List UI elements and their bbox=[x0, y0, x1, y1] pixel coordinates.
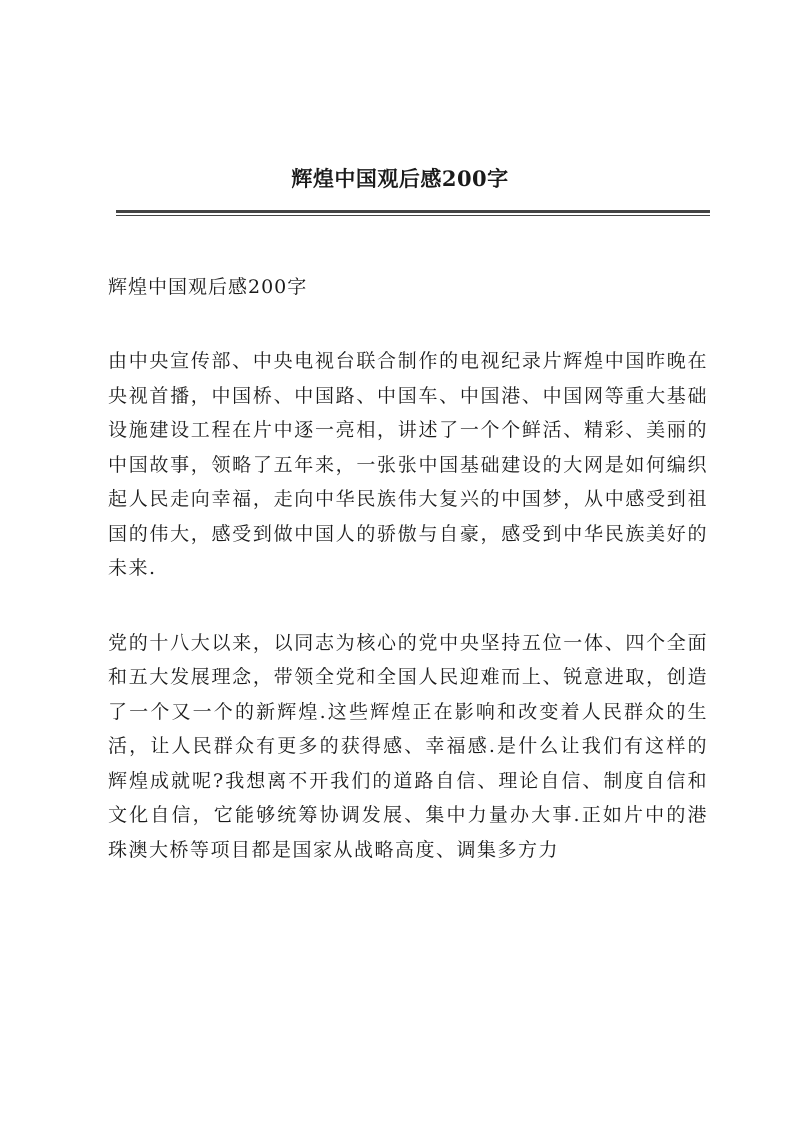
title-rule-thin bbox=[116, 215, 710, 216]
title-rule-thick bbox=[116, 210, 710, 213]
document-body bbox=[108, 272, 708, 907]
paragraph-1: 由中央宣传部、中央电视台联合制作的电视纪录片辉煌中国昨晚在央视首播，中国桥、中国路、中国车、中国港、中国网等重大基础设施建设工程在片中逐一亮相，讲述了一个个鲜活、精彩、美丽的中国故事，领略了五年来，一张张中国基础建设的大网是如何编织起人民走向幸福，走向中华民族伟大复兴的中国梦，从中感受到祖国的伟大，感受到做中国人的骄傲与自豪，感受到中华民族美好的未来. bbox=[108, 350, 708, 579]
document-subtitle: 辉煌中国观后感200字 bbox=[108, 276, 308, 298]
document-title: 辉煌中国观后感200字 bbox=[291, 166, 509, 191]
paragraph-2: 党的十八大以来，以同志为核心的党中央坚持五位一体、四个全面和五大发展理念，带领全党和全国人民迎难而上、锐意进取，创造了一个又一个的新辉煌.这些辉煌正在影响和改变着人民群众的生活，让人民群众有更多的获得感、幸福感.是什么让我们有这样的辉煌成就呢?我想离不开我们的道路自信、理论自信、制度自信和文化自信，它能够统筹协调发展、集中力量办大事.正如片中的港珠澳大桥等项目都是国家从战略高度、调集多方力 bbox=[108, 631, 708, 861]
